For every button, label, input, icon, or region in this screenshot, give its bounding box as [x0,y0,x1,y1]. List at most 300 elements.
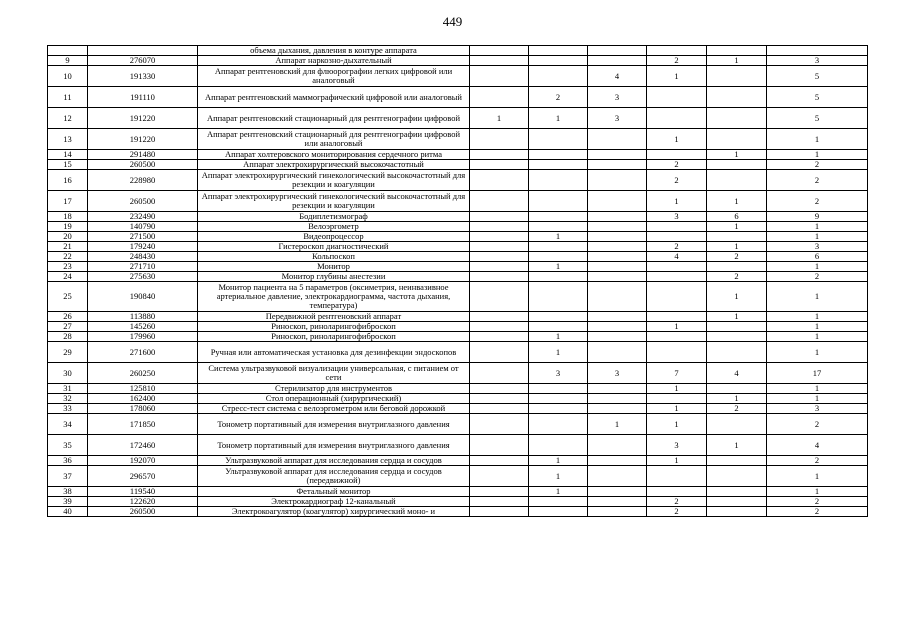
count-cell-5 [707,414,767,435]
count-cell-2 [529,212,588,222]
total-cell: 1 [767,312,868,322]
total-cell: 2 [767,272,868,282]
count-cell-1 [470,507,529,517]
name-cell: Передвижной рентгеновский аппарат [198,312,470,322]
count-cell-3 [588,322,647,332]
code-cell: 119540 [88,487,198,497]
count-cell-1 [470,66,529,87]
total-cell [767,46,868,56]
row-number-cell: 23 [48,262,88,272]
row-number-cell: 29 [48,342,88,363]
code-cell: 260500 [88,160,198,170]
total-cell: 1 [767,150,868,160]
count-cell-5 [707,160,767,170]
count-cell-3 [588,170,647,191]
count-cell-2 [529,160,588,170]
code-cell: 192070 [88,456,198,466]
count-cell-1 [470,242,529,252]
count-cell-4 [647,272,707,282]
count-cell-2 [529,384,588,394]
count-cell-2 [529,252,588,262]
row-number-cell: 27 [48,322,88,332]
count-cell-1 [470,46,529,56]
total-cell: 1 [767,322,868,332]
table-row [48,232,868,242]
count-cell-1 [470,456,529,466]
table-row [48,191,868,212]
count-cell-1 [470,487,529,497]
code-cell: 191220 [88,129,198,150]
code-cell: 140790 [88,222,198,232]
name-cell: Аппарат электрохирургический гинекологический высокочастотный для резекции и коагуляции [198,170,470,191]
count-cell-1 [470,87,529,108]
count-cell-5: 1 [707,312,767,322]
table-row [48,414,868,435]
table-row [48,129,868,150]
count-cell-1 [470,282,529,312]
count-cell-4: 2 [647,56,707,66]
total-cell: 2 [767,160,868,170]
count-cell-5: 1 [707,435,767,456]
name-cell: Аппарат наркозно-дыхательный [198,56,470,66]
count-cell-3 [588,487,647,497]
name-cell: Кольпоскоп [198,252,470,262]
count-cell-4: 1 [647,322,707,332]
count-cell-2 [529,150,588,160]
row-number-cell: 18 [48,212,88,222]
count-cell-3 [588,404,647,414]
count-cell-5: 1 [707,394,767,404]
row-number-cell: 21 [48,242,88,252]
count-cell-3 [588,129,647,150]
count-cell-1 [470,322,529,332]
count-cell-3: 1 [588,414,647,435]
count-cell-2: 1 [529,487,588,497]
total-cell: 1 [767,129,868,150]
count-cell-1 [470,466,529,487]
code-cell: 172460 [88,435,198,456]
count-cell-3 [588,212,647,222]
count-cell-3 [588,160,647,170]
row-number-cell: 13 [48,129,88,150]
table-row [48,497,868,507]
code-cell: 191220 [88,108,198,129]
count-cell-4 [647,46,707,56]
code-cell: 260500 [88,507,198,517]
count-cell-3 [588,312,647,322]
count-cell-1 [470,160,529,170]
name-cell: Стерилизатор для инструментов [198,384,470,394]
row-number-cell: 35 [48,435,88,456]
code-cell: 232490 [88,212,198,222]
count-cell-5: 2 [707,272,767,282]
count-cell-5 [707,129,767,150]
table-row [48,46,868,56]
table-row [48,56,868,66]
count-cell-4 [647,312,707,322]
count-cell-4: 1 [647,404,707,414]
count-cell-2 [529,222,588,232]
count-cell-3 [588,222,647,232]
total-cell: 1 [767,394,868,404]
count-cell-1 [470,384,529,394]
count-cell-2 [529,46,588,56]
count-cell-2: 3 [529,363,588,384]
count-cell-1 [470,212,529,222]
table-row [48,384,868,394]
count-cell-4: 1 [647,456,707,466]
count-cell-4 [647,342,707,363]
name-cell: Монитор пациента на 5 параметров (оксиметрия, неинвазивное артериальное давление, электрокардиограмма, частота дыхания, температура) [198,282,470,312]
count-cell-5: 1 [707,56,767,66]
name-cell: Тонометр портативный для измерения внутриглазного давления [198,435,470,456]
code-cell: 178060 [88,404,198,414]
table-row [48,342,868,363]
table-row [48,363,868,384]
table-row [48,108,868,129]
count-cell-2 [529,497,588,507]
row-number-cell: 25 [48,282,88,312]
total-cell: 2 [767,191,868,212]
count-cell-4: 2 [647,242,707,252]
name-cell: Аппарат холтеровского мониторирования сердечного ритма [198,150,470,160]
name-cell: Аппарат рентгеновский стационарный для рентгенографии цифровой или аналоговый [198,129,470,150]
total-cell: 3 [767,242,868,252]
table-row [48,66,868,87]
count-cell-5 [707,456,767,466]
count-cell-3 [588,466,647,487]
count-cell-2: 1 [529,262,588,272]
count-cell-5 [707,66,767,87]
row-number-cell: 32 [48,394,88,404]
row-number-cell: 12 [48,108,88,129]
count-cell-1 [470,497,529,507]
count-cell-3 [588,242,647,252]
table-body [48,46,868,517]
count-cell-5: 1 [707,191,767,212]
count-cell-5 [707,507,767,517]
code-cell: 145260 [88,322,198,332]
count-cell-2: 1 [529,232,588,242]
table-row [48,242,868,252]
count-cell-4 [647,87,707,108]
count-cell-5 [707,322,767,332]
total-cell: 2 [767,170,868,191]
count-cell-4 [647,487,707,497]
row-number-cell: 10 [48,66,88,87]
table-row [48,170,868,191]
code-cell: 191330 [88,66,198,87]
count-cell-5: 1 [707,282,767,312]
count-cell-2 [529,129,588,150]
code-cell: 271500 [88,232,198,242]
total-cell: 1 [767,232,868,242]
total-cell: 5 [767,108,868,129]
count-cell-5 [707,384,767,394]
count-cell-4 [647,466,707,487]
count-cell-4 [647,222,707,232]
count-cell-4: 7 [647,363,707,384]
count-cell-4: 1 [647,191,707,212]
row-number-cell: 30 [48,363,88,384]
name-cell: объема дыхания, давления в контуре аппарата [198,46,470,56]
name-cell: Электрокардиограф 12-канальный [198,497,470,507]
code-cell: 296570 [88,466,198,487]
count-cell-4: 1 [647,66,707,87]
count-cell-3: 4 [588,66,647,87]
row-number-cell: 33 [48,404,88,414]
count-cell-5 [707,262,767,272]
count-cell-2 [529,56,588,66]
count-cell-1 [470,363,529,384]
table-row [48,160,868,170]
count-cell-4 [647,262,707,272]
row-number-cell: 14 [48,150,88,160]
code-cell: 271710 [88,262,198,272]
count-cell-3: 3 [588,87,647,108]
name-cell: Система ультразвуковой визуализации универсальная, с питанием от сети [198,363,470,384]
count-cell-5: 1 [707,222,767,232]
table-row [48,394,868,404]
count-cell-5 [707,342,767,363]
code-cell: 179240 [88,242,198,252]
count-cell-5 [707,487,767,497]
table-row [48,312,868,322]
total-cell: 2 [767,507,868,517]
count-cell-1 [470,191,529,212]
count-cell-1 [470,232,529,242]
code-cell: 162400 [88,394,198,404]
code-cell: 275630 [88,272,198,282]
count-cell-2: 1 [529,108,588,129]
total-cell: 1 [767,384,868,394]
count-cell-5 [707,466,767,487]
row-number-cell: 20 [48,232,88,242]
count-cell-3 [588,252,647,262]
equipment-table [47,45,868,517]
code-cell [88,46,198,56]
count-cell-4 [647,394,707,404]
count-cell-1 [470,404,529,414]
code-cell: 113880 [88,312,198,322]
row-number-cell: 38 [48,487,88,497]
code-cell: 125810 [88,384,198,394]
count-cell-5 [707,170,767,191]
table-row [48,252,868,262]
count-cell-3 [588,262,647,272]
name-cell: Аппарат рентгеновский стационарный для рентгенографии цифровой [198,108,470,129]
count-cell-5: 6 [707,212,767,222]
total-cell: 1 [767,282,868,312]
table-row [48,272,868,282]
row-number-cell: 9 [48,56,88,66]
count-cell-2 [529,394,588,404]
total-cell: 2 [767,456,868,466]
total-cell: 1 [767,262,868,272]
count-cell-4: 4 [647,252,707,262]
count-cell-4: 3 [647,212,707,222]
count-cell-1 [470,56,529,66]
row-number-cell [48,46,88,56]
table-row [48,507,868,517]
count-cell-4 [647,108,707,129]
row-number-cell: 15 [48,160,88,170]
count-cell-1 [470,342,529,363]
table-row [48,435,868,456]
count-cell-3: 3 [588,363,647,384]
name-cell: Монитор глубины анестезии [198,272,470,282]
name-cell: Электрокоагулятор (коагулятор) хирургический моно- и [198,507,470,517]
count-cell-5 [707,46,767,56]
count-cell-3 [588,191,647,212]
count-cell-2 [529,312,588,322]
row-number-cell: 11 [48,87,88,108]
total-cell: 4 [767,435,868,456]
total-cell: 17 [767,363,868,384]
name-cell: Аппарат электрохирургический высокочастотный [198,160,470,170]
count-cell-1 [470,435,529,456]
count-cell-2 [529,507,588,517]
code-cell: 228980 [88,170,198,191]
count-cell-2 [529,66,588,87]
count-cell-3 [588,497,647,507]
table-row [48,150,868,160]
count-cell-2: 1 [529,456,588,466]
code-cell: 260250 [88,363,198,384]
row-number-cell: 34 [48,414,88,435]
count-cell-4: 1 [647,384,707,394]
row-number-cell: 40 [48,507,88,517]
name-cell: Риноскоп, риноларингофиброскоп [198,322,470,332]
count-cell-5: 4 [707,363,767,384]
table-row [48,466,868,487]
count-cell-2: 1 [529,466,588,487]
count-cell-3 [588,56,647,66]
name-cell: Риноскоп, риноларингофиброскоп [198,332,470,342]
row-number-cell: 26 [48,312,88,322]
name-cell: Аппарат рентгеновский для флюорографии легких цифровой или аналоговый [198,66,470,87]
count-cell-3 [588,282,647,312]
row-number-cell: 19 [48,222,88,232]
count-cell-3 [588,394,647,404]
count-cell-1 [470,312,529,322]
row-number-cell: 16 [48,170,88,191]
count-cell-3 [588,150,647,160]
name-cell: Велоэргометр [198,222,470,232]
row-number-cell: 17 [48,191,88,212]
name-cell: Видеопроцессор [198,232,470,242]
name-cell: Гистероскоп диагностический [198,242,470,252]
total-cell: 2 [767,497,868,507]
count-cell-4 [647,232,707,242]
count-cell-1 [470,170,529,191]
count-cell-3 [588,342,647,363]
table-row [48,404,868,414]
count-cell-1 [470,129,529,150]
name-cell: Тонометр портативный для измерения внутриглазного давления [198,414,470,435]
count-cell-3 [588,272,647,282]
total-cell: 5 [767,87,868,108]
count-cell-3 [588,456,647,466]
count-cell-5: 2 [707,252,767,262]
count-cell-2 [529,170,588,191]
code-cell: 271600 [88,342,198,363]
count-cell-2 [529,191,588,212]
count-cell-5: 1 [707,150,767,160]
row-number-cell: 22 [48,252,88,262]
count-cell-3 [588,507,647,517]
count-cell-2: 2 [529,87,588,108]
total-cell: 6 [767,252,868,262]
count-cell-4 [647,150,707,160]
count-cell-5 [707,87,767,108]
row-number-cell: 39 [48,497,88,507]
table-row [48,332,868,342]
count-cell-3 [588,435,647,456]
count-cell-1 [470,272,529,282]
code-cell: 190840 [88,282,198,312]
count-cell-4: 3 [647,435,707,456]
table-row [48,212,868,222]
name-cell: Бодиплетизмограф [198,212,470,222]
count-cell-5 [707,497,767,507]
code-cell: 276070 [88,56,198,66]
count-cell-1: 1 [470,108,529,129]
table-row [48,487,868,497]
count-cell-4: 1 [647,129,707,150]
count-cell-1 [470,262,529,272]
row-number-cell: 28 [48,332,88,342]
name-cell: Ультразвуковой аппарат для исследования сердца и сосудов (передвижной) [198,466,470,487]
count-cell-2 [529,322,588,332]
code-cell: 191110 [88,87,198,108]
name-cell: Монитор [198,262,470,272]
count-cell-2 [529,404,588,414]
code-cell: 179960 [88,332,198,342]
count-cell-2: 1 [529,342,588,363]
row-number-cell: 37 [48,466,88,487]
count-cell-5 [707,232,767,242]
row-number-cell: 24 [48,272,88,282]
count-cell-4 [647,332,707,342]
count-cell-3 [588,46,647,56]
count-cell-5: 1 [707,242,767,252]
name-cell: Ультразвуковой аппарат для исследования сердца и сосудов [198,456,470,466]
name-cell: Стресс-тест система с велоэргометром или беговой дорожкой [198,404,470,414]
name-cell: Ручная или автоматическая установка для дезинфекции эндоскопов [198,342,470,363]
row-number-cell: 36 [48,456,88,466]
total-cell: 1 [767,332,868,342]
count-cell-3 [588,332,647,342]
table-row [48,262,868,272]
count-cell-4: 2 [647,507,707,517]
table-row [48,322,868,332]
total-cell: 5 [767,66,868,87]
table-row [48,87,868,108]
count-cell-3 [588,232,647,242]
code-cell: 171850 [88,414,198,435]
total-cell: 3 [767,56,868,66]
count-cell-2 [529,282,588,312]
name-cell: Стол операционный (хирургический) [198,394,470,404]
total-cell: 2 [767,414,868,435]
count-cell-2 [529,272,588,282]
count-cell-2 [529,435,588,456]
code-cell: 291480 [88,150,198,160]
count-cell-4: 1 [647,414,707,435]
count-cell-2: 1 [529,332,588,342]
count-cell-1 [470,332,529,342]
